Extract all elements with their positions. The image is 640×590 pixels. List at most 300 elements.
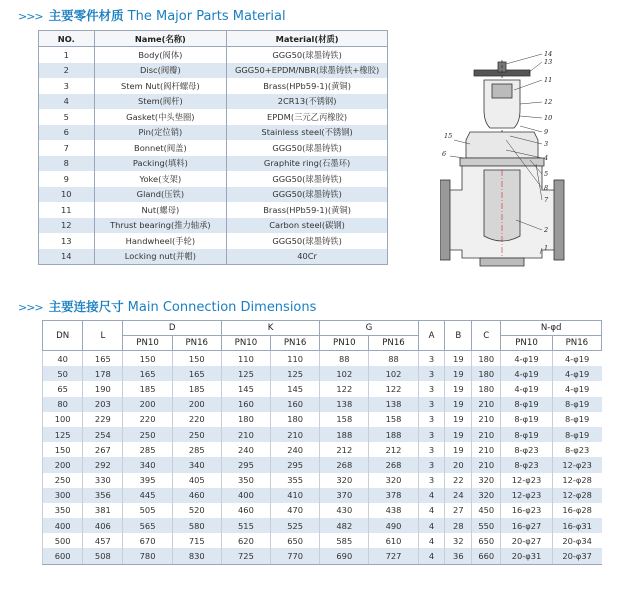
dims-row [43,442,602,457]
parts-cell-material: Carbon steel(碳钢) [227,218,388,234]
header-k-pn10: PN10 [221,336,270,351]
parts-row [39,171,388,187]
callout-label: 11 [544,76,553,84]
dims-cell-dn: 250 [43,473,83,488]
dims-cell-a: 4 [418,518,445,533]
parts-cell-name: Pin(定位销) [94,125,227,141]
parts-cell-no: 12 [39,218,95,234]
parts-title-cn: 主要零件材质 [48,8,124,23]
parts-cell-material: GGG50(球墨铸铁) [227,187,388,203]
dims-cell-c: 180 [472,381,501,396]
dims-cell-k-pn10: 125 [221,366,270,381]
dims-cell-g-pn10: 430 [320,503,369,518]
dims-row [43,412,602,427]
dims-cell-l: 165 [83,351,123,367]
dims-cell-k-pn10: 210 [221,427,270,442]
dims-cell-c: 210 [472,412,501,427]
dims-cell-d-pn16: 405 [172,473,221,488]
header-nd-pn16: PN16 [552,336,601,351]
dims-cell-d-pn16: 830 [172,548,221,564]
parts-title-en: The Major Parts Material [127,9,286,24]
dims-cell-d-pn16: 285 [172,442,221,457]
callout-label: 2 [544,226,549,234]
dims-row [43,488,602,503]
dims-cell-nd-pn10: 16-φ27 [501,518,552,533]
parts-cell-material: Stainless steel(不锈钢) [227,125,388,141]
callout-label: 15 [444,132,453,140]
dims-cell-nd-pn10: 8-φ19 [501,427,552,442]
parts-header-row [39,31,388,47]
dims-cell-g-pn16: 102 [369,366,418,381]
header-d-pn10: PN10 [123,336,172,351]
parts-cell-no: 1 [39,47,95,63]
dims-cell-b: 19 [445,442,472,457]
dims-cell-b: 19 [445,427,472,442]
dims-cell-k-pn10: 110 [221,351,270,367]
parts-row [39,140,388,156]
dims-cell-b: 19 [445,381,472,396]
dims-cell-g-pn10: 188 [320,427,369,442]
dims-cell-g-pn10: 138 [320,397,369,412]
callout-label: 14 [544,50,553,58]
header-g-pn10: PN10 [320,336,369,351]
gate-valve-drawing [440,40,600,280]
dims-cell-dn: 50 [43,366,83,381]
dims-cell-k-pn10: 295 [221,457,270,472]
dims-cell-d-pn10: 340 [123,457,172,472]
dims-cell-nd-pn16: 12-φ28 [552,488,601,503]
dims-cell-c: 650 [472,533,501,548]
dims-cell-k-pn10: 145 [221,381,270,396]
dims-cell-d-pn10: 445 [123,488,172,503]
dims-cell-dn: 40 [43,351,83,367]
dims-cell-c: 450 [472,503,501,518]
dims-cell-g-pn16: 122 [369,381,418,396]
parts-row [39,78,388,94]
dims-cell-nd-pn16: 16-φ31 [552,518,601,533]
dims-cell-nd-pn16: 8-φ19 [552,412,601,427]
dims-cell-c: 180 [472,366,501,381]
dims-cell-l: 178 [83,366,123,381]
parts-cell-name: Body(阀体) [94,47,227,63]
dims-cell-a: 4 [418,488,445,503]
parts-cell-name: Thrust bearing(推力轴承) [94,218,227,234]
dims-header-row-2 [43,336,602,351]
dims-cell-g-pn16: 438 [369,503,418,518]
dims-cell-g-pn16: 610 [369,533,418,548]
dims-cell-d-pn10: 395 [123,473,172,488]
dims-cell-a: 4 [418,548,445,564]
arrows-icon: >>> [18,301,43,314]
dims-cell-k-pn10: 620 [221,533,270,548]
dims-cell-l: 203 [83,397,123,412]
dims-cell-k-pn16: 470 [271,503,320,518]
dims-cell-k-pn16: 210 [271,427,320,442]
parts-cell-material: Graphite ring(石墨环) [227,156,388,172]
parts-cell-material: GGG50(球墨铸铁) [227,233,388,249]
parts-cell-name: Disc(阀瓣) [94,63,227,79]
parts-cell-no: 8 [39,156,95,172]
dims-cell-l: 292 [83,457,123,472]
dims-row [43,427,602,442]
dims-cell-nd-pn16: 16-φ28 [552,503,601,518]
dims-cell-k-pn10: 725 [221,548,270,564]
dims-cell-nd-pn10: 20-φ31 [501,548,552,564]
parts-cell-name: Yoke(支架) [94,171,227,187]
dims-cell-a: 3 [418,457,445,472]
dims-cell-nd-pn16: 4-φ19 [552,381,601,396]
dims-row [43,366,602,381]
header-k-pn16: PN16 [271,336,320,351]
dims-cell-b: 28 [445,518,472,533]
dims-cell-g-pn16: 320 [369,473,418,488]
header-d-pn16: PN16 [172,336,221,351]
parts-cell-material: 2CR13(不锈钢) [227,94,388,110]
header-g: G [320,321,418,336]
callout-label: 5 [544,170,549,178]
callout-label: 3 [544,140,549,148]
dims-cell-b: 27 [445,503,472,518]
dims-cell-k-pn10: 180 [221,412,270,427]
dims-cell-d-pn16: 715 [172,533,221,548]
dims-row [43,457,602,472]
dims-cell-b: 22 [445,473,472,488]
header-b: B [445,321,472,351]
dims-cell-g-pn10: 370 [320,488,369,503]
dims-row [43,533,602,548]
parts-cell-material: EPDM(三元乙丙橡胶) [227,109,388,125]
parts-cell-name: Packing(填料) [94,156,227,172]
dims-cell-nd-pn16: 12-φ28 [552,473,601,488]
dims-cell-k-pn10: 160 [221,397,270,412]
dims-title-en: Main Connection Dimensions [127,300,317,315]
dims-row [43,518,602,533]
parts-row [39,156,388,172]
parts-row [39,125,388,141]
arrows-icon: >>> [18,10,43,23]
dims-cell-l: 406 [83,518,123,533]
header-dn: DN [43,321,83,351]
dims-cell-d-pn10: 565 [123,518,172,533]
dims-cell-b: 19 [445,351,472,367]
dims-cell-k-pn16: 180 [271,412,320,427]
header-name: Name(名称) [94,31,227,47]
dims-cell-b: 24 [445,488,472,503]
dims-cell-g-pn10: 158 [320,412,369,427]
parts-cell-name: Stem Nut(阀杆螺母) [94,78,227,94]
header-material: Material(材质) [227,31,388,47]
dims-cell-d-pn10: 165 [123,366,172,381]
dims-cell-nd-pn16: 4-φ19 [552,366,601,381]
dims-cell-nd-pn16: 12-φ23 [552,457,601,472]
dims-cell-d-pn16: 165 [172,366,221,381]
dims-row [43,381,602,396]
dims-cell-b: 19 [445,366,472,381]
dims-cell-d-pn16: 580 [172,518,221,533]
dims-cell-l: 381 [83,503,123,518]
parts-row [39,63,388,79]
dims-cell-c: 210 [472,442,501,457]
dims-cell-dn: 350 [43,503,83,518]
dims-cell-c: 180 [472,351,501,367]
dims-cell-nd-pn10: 4-φ19 [501,381,552,396]
parts-row [39,249,388,265]
dims-cell-g-pn10: 122 [320,381,369,396]
dims-cell-c: 210 [472,427,501,442]
dims-cell-a: 3 [418,366,445,381]
parts-section-title [18,6,286,24]
dims-cell-k-pn16: 355 [271,473,320,488]
dims-cell-l: 457 [83,533,123,548]
connection-dimensions-table [42,320,602,565]
dims-cell-k-pn16: 125 [271,366,320,381]
parts-cell-no: 10 [39,187,95,203]
dims-cell-dn: 600 [43,548,83,564]
dims-section-title [18,297,316,315]
parts-material-table [38,30,388,265]
parts-cell-material: GGG50(球墨铸铁) [227,47,388,63]
header-a: A [418,321,445,351]
dims-cell-a: 3 [418,412,445,427]
header-nd-pn10: PN10 [501,336,552,351]
dims-cell-a: 3 [418,351,445,367]
dims-cell-c: 550 [472,518,501,533]
dims-cell-d-pn10: 185 [123,381,172,396]
parts-cell-name: Gasket(中头垫圈) [94,109,227,125]
dims-row [43,548,602,564]
dims-cell-g-pn16: 212 [369,442,418,457]
dims-cell-d-pn16: 460 [172,488,221,503]
dims-cell-c: 320 [472,488,501,503]
dims-cell-g-pn10: 690 [320,548,369,564]
dims-cell-nd-pn10: 8-φ23 [501,442,552,457]
dims-cell-d-pn10: 670 [123,533,172,548]
dims-cell-dn: 200 [43,457,83,472]
parts-row [39,47,388,63]
dims-cell-k-pn10: 350 [221,473,270,488]
dims-cell-nd-pn10: 16-φ23 [501,503,552,518]
dims-cell-l: 254 [83,427,123,442]
dims-cell-a: 3 [418,381,445,396]
dims-cell-g-pn16: 88 [369,351,418,367]
dims-cell-l: 330 [83,473,123,488]
dims-cell-d-pn10: 250 [123,427,172,442]
parts-row [39,94,388,110]
dims-cell-c: 660 [472,548,501,564]
dims-cell-g-pn16: 268 [369,457,418,472]
dims-row [43,351,602,367]
callout-label: 12 [544,98,553,106]
parts-cell-material: Brass(HPb59-1)(黄铜) [227,202,388,218]
dims-cell-nd-pn10: 8-φ19 [501,397,552,412]
dims-cell-l: 356 [83,488,123,503]
dims-cell-d-pn10: 150 [123,351,172,367]
dims-cell-l: 508 [83,548,123,564]
dims-cell-d-pn10: 220 [123,412,172,427]
dims-cell-g-pn16: 188 [369,427,418,442]
dims-cell-k-pn10: 240 [221,442,270,457]
dims-cell-a: 4 [418,533,445,548]
dims-cell-b: 36 [445,548,472,564]
dims-cell-d-pn16: 340 [172,457,221,472]
parts-cell-name: Bonnet(阀盖) [94,140,227,156]
dims-cell-a: 3 [418,473,445,488]
parts-cell-name: Gland(压铁) [94,187,227,203]
dims-row [43,397,602,412]
callout-label: 6 [442,150,447,158]
dims-cell-d-pn16: 150 [172,351,221,367]
parts-cell-no: 2 [39,63,95,79]
dims-cell-k-pn16: 295 [271,457,320,472]
dims-cell-a: 3 [418,427,445,442]
dims-cell-nd-pn16: 4-φ19 [552,351,601,367]
dims-cell-d-pn10: 285 [123,442,172,457]
dims-cell-nd-pn10: 12-φ23 [501,473,552,488]
dims-cell-c: 320 [472,473,501,488]
dims-cell-g-pn10: 102 [320,366,369,381]
parts-row [39,187,388,203]
dims-cell-g-pn16: 138 [369,397,418,412]
header-k: K [221,321,319,336]
dims-cell-c: 210 [472,457,501,472]
dims-cell-g-pn10: 482 [320,518,369,533]
dims-cell-nd-pn16: 8-φ19 [552,397,601,412]
dims-cell-d-pn16: 220 [172,412,221,427]
dims-cell-nd-pn16: 8-φ19 [552,427,601,442]
header-no: NO. [39,31,95,47]
dims-cell-k-pn16: 770 [271,548,320,564]
dims-cell-g-pn16: 158 [369,412,418,427]
parts-cell-material: 40Cr [227,249,388,265]
dims-cell-l: 229 [83,412,123,427]
parts-cell-no: 6 [39,125,95,141]
dims-cell-nd-pn10: 20-φ27 [501,533,552,548]
dims-cell-l: 190 [83,381,123,396]
parts-cell-name: Handwheel(手轮) [94,233,227,249]
header-g-pn16: PN16 [369,336,418,351]
dims-cell-d-pn10: 200 [123,397,172,412]
dims-cell-dn: 500 [43,533,83,548]
callout-label: 4 [544,154,549,162]
parts-cell-material: GGG50+EPDM/NBR(球墨铸铁+橡胶) [227,63,388,79]
callout-label: 13 [544,58,553,66]
dims-cell-d-pn10: 505 [123,503,172,518]
dims-cell-g-pn10: 88 [320,351,369,367]
dims-row [43,473,602,488]
parts-cell-no: 13 [39,233,95,249]
dims-cell-k-pn10: 460 [221,503,270,518]
parts-row [39,233,388,249]
dims-cell-dn: 400 [43,518,83,533]
parts-cell-no: 11 [39,202,95,218]
parts-cell-name: Locking nut(并帽) [94,249,227,265]
dims-cell-k-pn10: 400 [221,488,270,503]
dims-cell-g-pn16: 727 [369,548,418,564]
callout-label: 1 [544,244,549,252]
parts-cell-no: 5 [39,109,95,125]
dims-cell-nd-pn16: 20-φ37 [552,548,601,564]
parts-row [39,202,388,218]
dims-cell-dn: 300 [43,488,83,503]
dims-cell-dn: 80 [43,397,83,412]
parts-cell-no: 14 [39,249,95,265]
dims-cell-nd-pn10: 4-φ19 [501,351,552,367]
dims-cell-g-pn16: 490 [369,518,418,533]
dims-cell-c: 210 [472,397,501,412]
parts-cell-no: 4 [39,94,95,110]
callout-label: 8 [544,184,549,192]
dims-cell-k-pn10: 515 [221,518,270,533]
dims-cell-dn: 65 [43,381,83,396]
dims-cell-nd-pn16: 20-φ34 [552,533,601,548]
dims-cell-d-pn16: 185 [172,381,221,396]
parts-cell-no: 3 [39,78,95,94]
parts-cell-no: 9 [39,171,95,187]
dims-cell-k-pn16: 650 [271,533,320,548]
dims-cell-nd-pn16: 8-φ23 [552,442,601,457]
dims-cell-g-pn10: 320 [320,473,369,488]
callout-label: 10 [544,114,553,122]
parts-cell-material: GGG50(球墨铸铁) [227,140,388,156]
dims-cell-d-pn16: 200 [172,397,221,412]
header-nd: N-φd [501,321,602,336]
dims-cell-l: 267 [83,442,123,457]
dims-title-cn: 主要连接尺寸 [48,299,124,314]
dims-row [43,503,602,518]
callout-label: 7 [544,196,549,204]
dims-cell-dn: 150 [43,442,83,457]
header-l: L [83,321,123,351]
dims-cell-dn: 125 [43,427,83,442]
parts-row [39,218,388,234]
dims-cell-nd-pn10: 8-φ23 [501,457,552,472]
header-c: C [472,321,501,351]
dims-cell-d-pn10: 780 [123,548,172,564]
parts-cell-material: GGG50(球墨铸铁) [227,171,388,187]
dims-cell-d-pn16: 520 [172,503,221,518]
dims-header-row-1 [43,321,602,336]
dims-cell-k-pn16: 160 [271,397,320,412]
parts-cell-name: Stem(阀杆) [94,94,227,110]
dims-cell-a: 3 [418,397,445,412]
dims-cell-nd-pn10: 4-φ19 [501,366,552,381]
dims-cell-d-pn16: 250 [172,427,221,442]
dims-cell-k-pn16: 240 [271,442,320,457]
dims-cell-k-pn16: 145 [271,381,320,396]
dims-cell-k-pn16: 525 [271,518,320,533]
dims-cell-a: 4 [418,503,445,518]
parts-cell-material: Brass(HPb59-1)(黄铜) [227,78,388,94]
header-d: D [123,321,221,336]
dims-cell-g-pn10: 268 [320,457,369,472]
dims-cell-b: 20 [445,457,472,472]
dims-cell-g-pn16: 378 [369,488,418,503]
dims-cell-b: 19 [445,397,472,412]
dims-cell-g-pn10: 585 [320,533,369,548]
parts-cell-no: 7 [39,140,95,156]
dims-cell-a: 3 [418,442,445,457]
dims-cell-nd-pn10: 8-φ19 [501,412,552,427]
dims-cell-b: 32 [445,533,472,548]
dims-cell-k-pn16: 410 [271,488,320,503]
callout-label: 9 [544,128,549,136]
parts-cell-name: Nut(螺母) [94,202,227,218]
dims-cell-b: 19 [445,412,472,427]
dims-cell-nd-pn10: 12-φ23 [501,488,552,503]
dims-cell-k-pn16: 110 [271,351,320,367]
dims-cell-dn: 100 [43,412,83,427]
parts-row [39,109,388,125]
